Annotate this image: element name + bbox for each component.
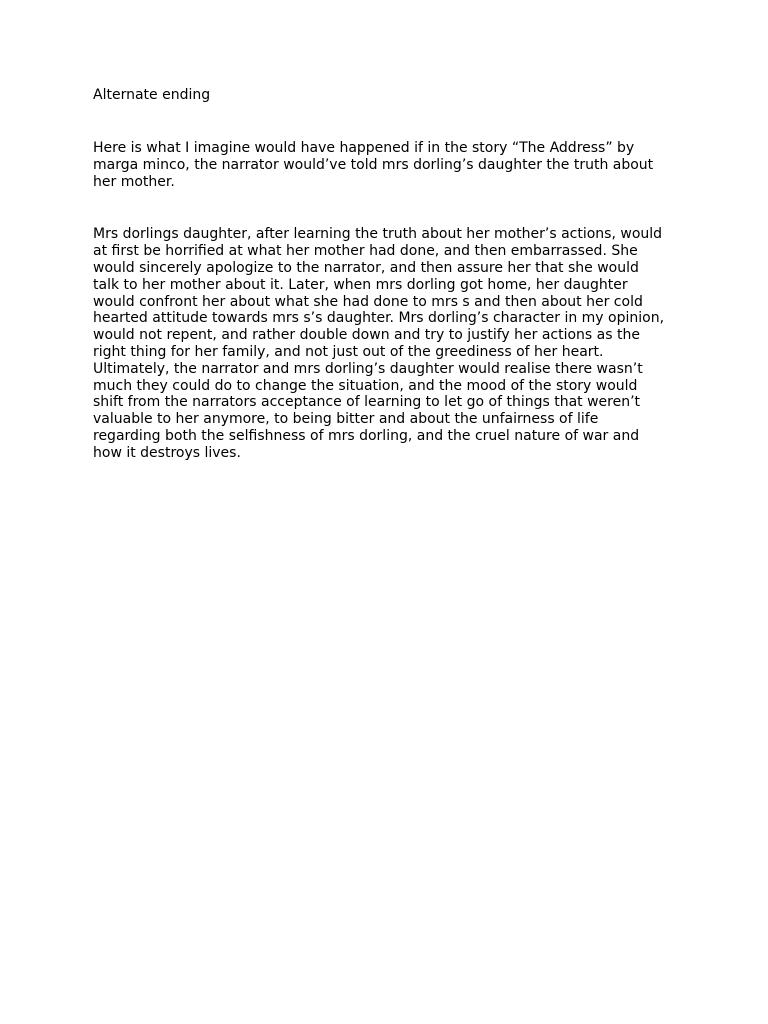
document-body — [93, 86, 681, 462]
body-paragraph: Mrs dorlings daughter, after learning the truth about her mother’s actions, would at first be horrified at what her mother had done, and then embarrassed. She would sincerely apologize to the narrator, and then assure her that she would talk to her mother about it. Later, when mrs dorling got home, her daughter would confront her about what she had done to mrs s and then about her cold hearted attitude towards mrs s’s daughter. Mrs dorling’s character in my opinion, would not repent, and rather double down and try to justify her actions as the right thing for her family, and not just out of the greediness of her heart. Ultimately, the narrator and mrs dorling’s daughter would realise there wasn’t much they could do to change the situation, and the mood of the story would shift from the narrators acceptance of learning to let go of things that weren’t valuable to her anymore, to being bitter and about the unfairness of life regarding both the selfishness of mrs dorling, and the cruel nature of war and how it destroys lives. — [93, 226, 665, 461]
document-title: Alternate ending — [93, 87, 211, 103]
intro-paragraph: Here is what I imagine would have happened if in the story “The Address” by marga minco, the narrator would’ve told mrs dorling’s daughter the truth about her mother. — [93, 140, 654, 190]
